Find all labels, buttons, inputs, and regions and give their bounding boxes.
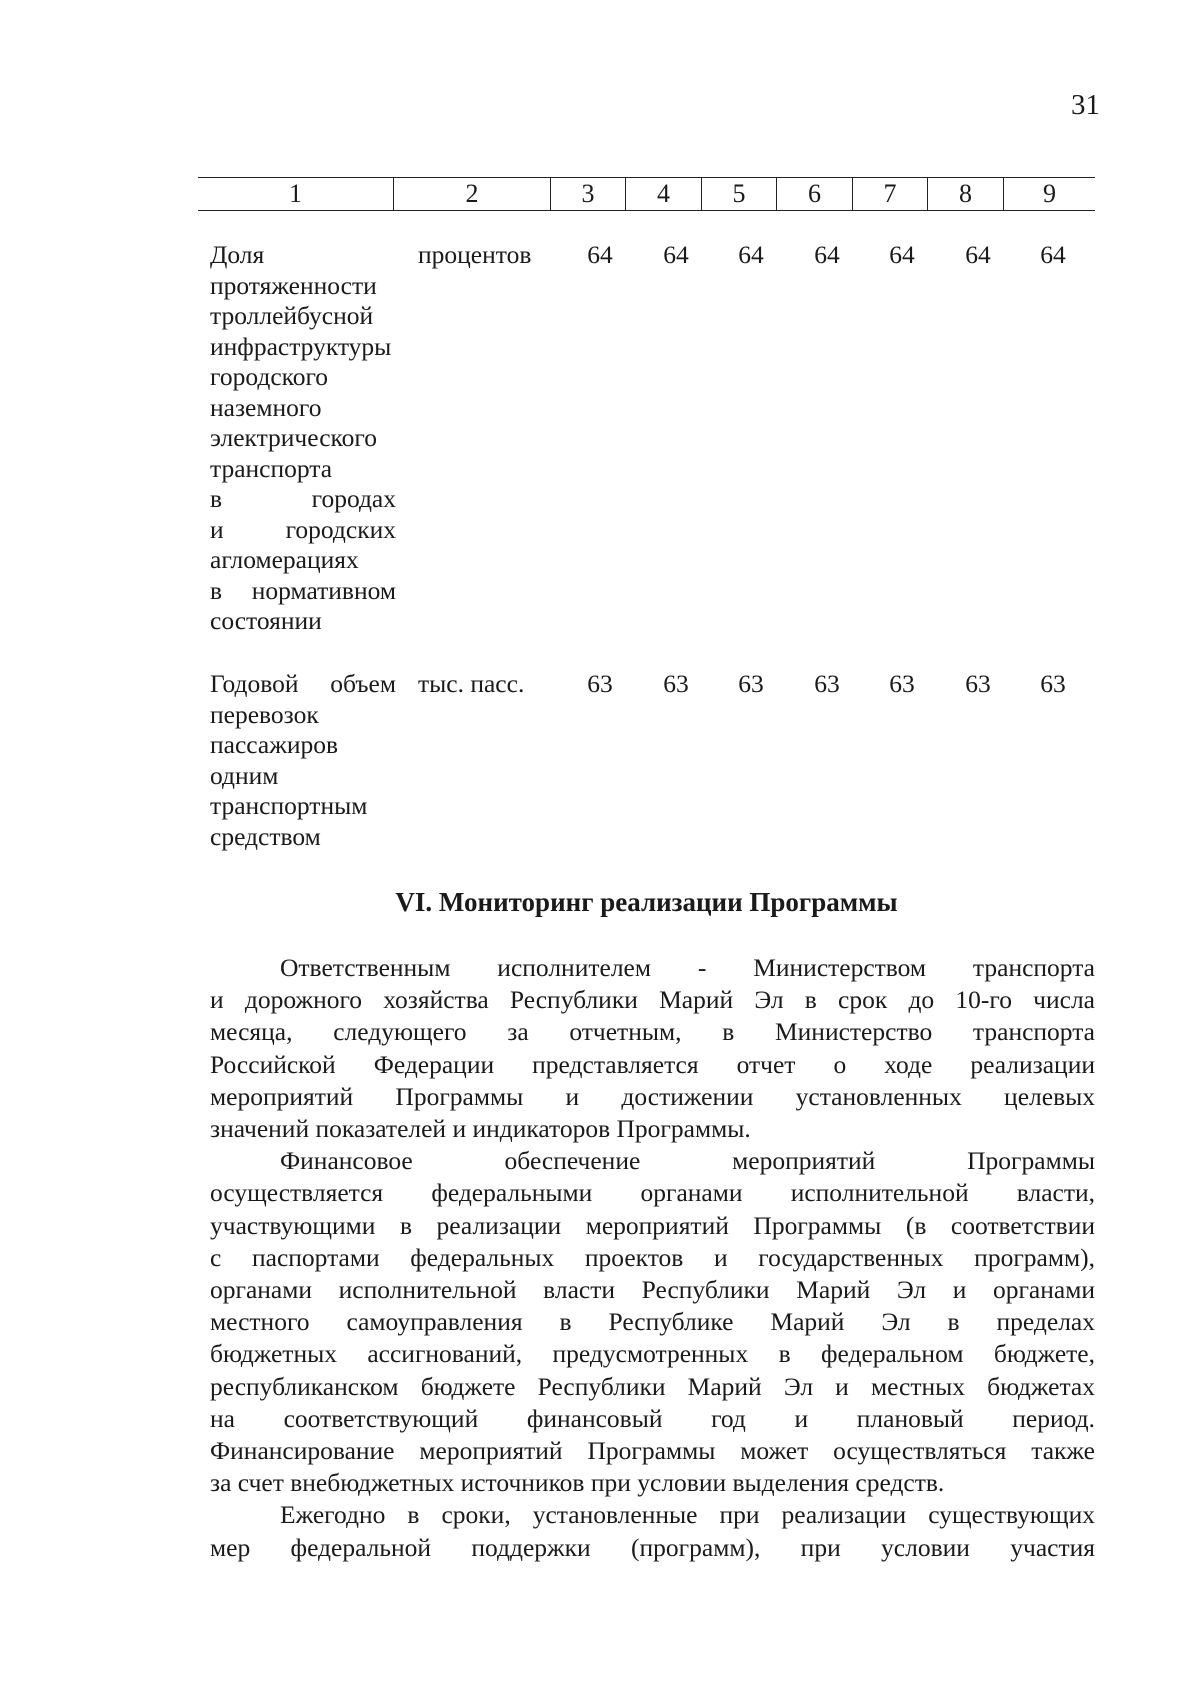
- text-line: Российской Федерации представляется отчет о ходе реализации: [210, 1049, 1095, 1079]
- row-value: 64: [738, 240, 764, 269]
- text-line: органами исполнительной власти Республики Марий Эл и органами: [210, 1275, 1095, 1305]
- row-value: 63: [663, 669, 689, 698]
- row-value: 64: [889, 240, 915, 269]
- row-value: 63: [1040, 669, 1066, 698]
- header-cell: 8: [927, 178, 1003, 210]
- section-heading: VI. Мониторинг реализации Программы: [395, 887, 898, 917]
- text-line: и дорожного хозяйства Республики Марий Эл в срок до 10-го числа: [210, 985, 1095, 1015]
- row-value: 64: [965, 240, 991, 269]
- text-line: Ежегодно в сроки, установленные при реализации существующих: [280, 1500, 1095, 1530]
- row-value: 63: [587, 669, 613, 698]
- row-label: Годовой объем перевозок пассажиров одним транспортным средством: [210, 669, 396, 851]
- header-cell: 7: [852, 178, 927, 210]
- body-text: [210, 952, 1095, 1564]
- page-number: 31: [1071, 89, 1100, 121]
- text-line: Финансовое обеспечение мероприятий Программы: [280, 1146, 1095, 1176]
- text-line: местного самоуправления в Республике Марий Эл в пределах: [210, 1307, 1095, 1337]
- row-value: 64: [587, 240, 613, 269]
- text-line: бюджетных ассигнований, предусмотренных в федеральном бюджете,: [210, 1339, 1095, 1369]
- text-line: республиканском бюджете Республики Марий Эл и местных бюджетах: [210, 1371, 1095, 1401]
- text-line: осуществляется федеральными органами исполнительной власти,: [210, 1178, 1095, 1208]
- text-line: мероприятий Программы и достижении установленных целевых: [210, 1081, 1095, 1111]
- header-cell: 5: [701, 178, 776, 210]
- header-cell: 4: [625, 178, 701, 210]
- text-line: участвующими в реализации мероприятий Программы (в соответствии: [210, 1210, 1095, 1240]
- text-line: на соответствующий финансовый год и плановый период.: [210, 1403, 1095, 1433]
- header-cell: 2: [393, 178, 550, 210]
- text-line: за счет внебюджетных источников при условии выделения средств.: [210, 1468, 945, 1498]
- text-line: мер федеральной поддержки (программ), при условии участия: [210, 1532, 1095, 1562]
- row-value: 63: [738, 669, 764, 698]
- text-line: Финансирование мероприятий Программы может осуществляться также: [210, 1436, 1095, 1466]
- row-label: Доля протяженности троллейбусной инфраструктуры городского наземного электрического транспорта в городах и городских агломерациях в нормативном состоянии: [210, 240, 396, 635]
- text-line: с паспортами федеральных проектов и государственных программ),: [210, 1242, 1095, 1272]
- header-cell: 6: [776, 178, 852, 210]
- row-value: 63: [814, 669, 840, 698]
- text-line: значений показателей и индикаторов Программы.: [210, 1114, 751, 1144]
- header-cell: 9: [1003, 178, 1095, 210]
- table-header-row: [198, 177, 1095, 211]
- header-cell: 1: [289, 179, 302, 208]
- row-unit: процентов: [418, 240, 532, 269]
- header-cell: 3: [550, 178, 625, 210]
- row-value: 64: [1040, 240, 1066, 269]
- row-value: 63: [889, 669, 915, 698]
- row-unit: тыс. пасс.: [418, 669, 525, 698]
- row-value: 64: [814, 240, 840, 269]
- text-line: Ответственным исполнителем - Министерством транспорта: [280, 953, 1095, 982]
- row-value: 63: [965, 669, 991, 698]
- text-line: месяца, следующего за отчетным, в Министерство транспорта: [210, 1017, 1095, 1047]
- row-value: 64: [663, 240, 689, 269]
